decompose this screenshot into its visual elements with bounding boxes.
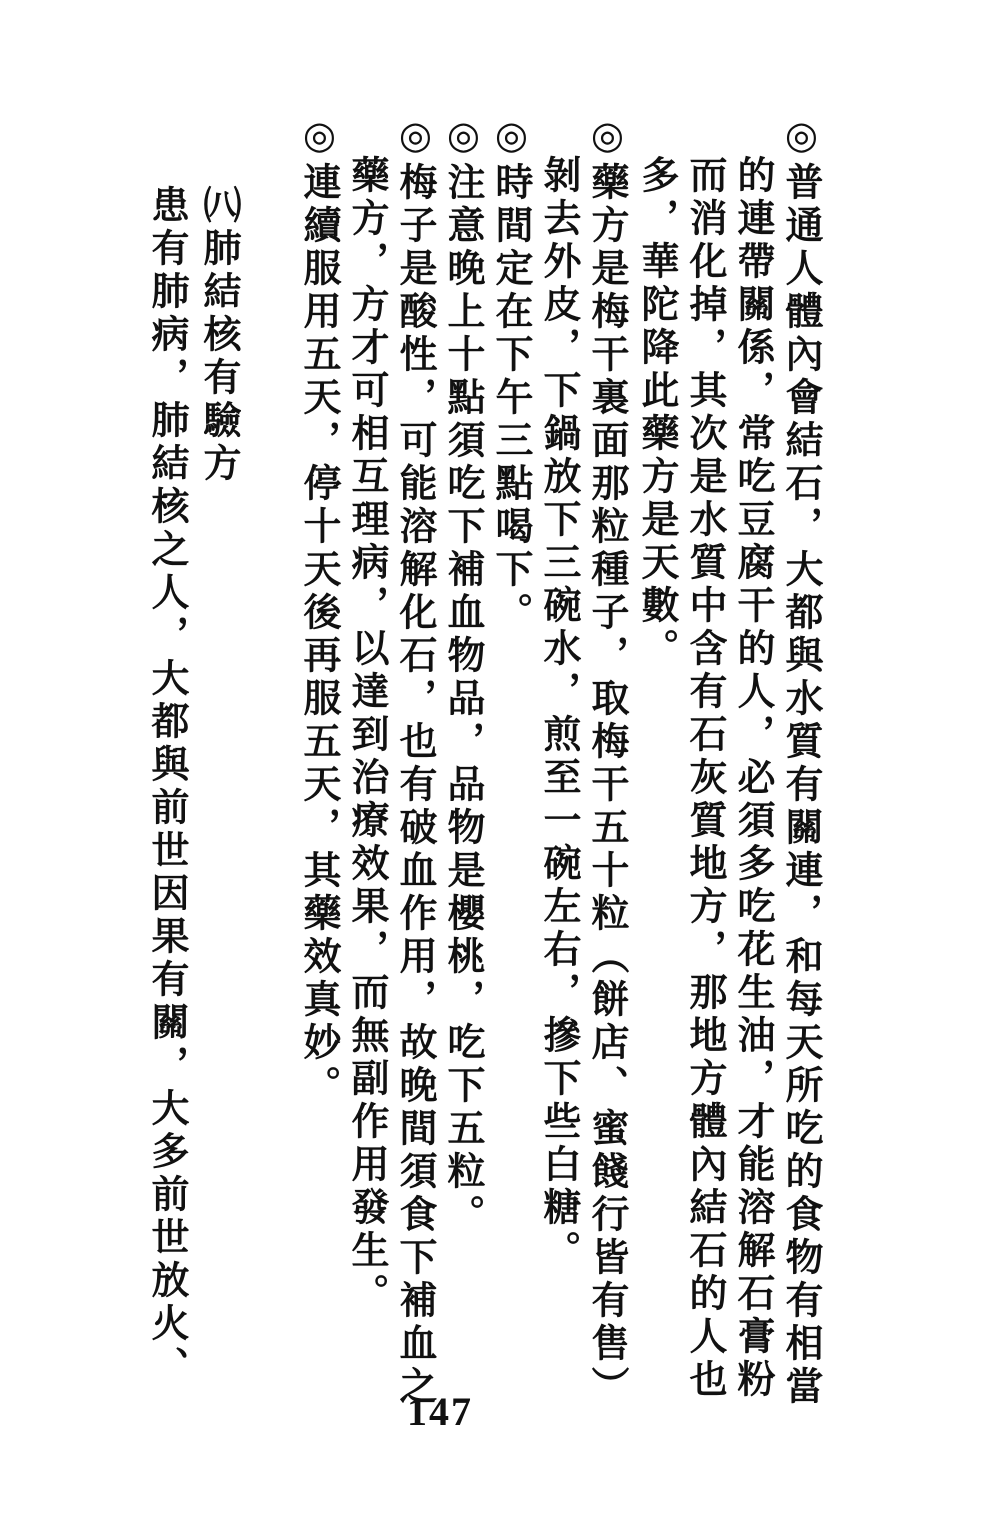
text-column-1: ◎普通人體內會結石，大都與水質有關連，和每天所吃的食物有相當 [779,112,824,1409]
text-column-5: ◎藥方是梅干裏面那粒種子，取梅干五十粒（餅店、蜜餞行皆有售） [585,112,630,1409]
text-column-2: 的連帶關係，常吃豆腐干的人，必須多吃花生油，才能溶解石膏粉 [731,155,776,1402]
text-column-11: ◎連續服用五天，停十天後再服五天，其藥效真妙。 [297,112,342,1108]
text-column-10: 藥方，方才可相互理病，以達到治療效果，而無副作用發生。 [345,155,390,1316]
section-heading: ㈧肺結核有驗方 [197,185,242,486]
text-column-9: ◎梅子是酸性，可能溶解化石，也有破血作用，故晚間須食下補血之 [393,112,438,1409]
text-column-3: 而消化掉，其次是水質中含有石灰質地方，那地方體內結石的人也 [683,155,728,1402]
text-column-13: 患有肺病，肺結核之人，大都與前世因果有關，大多前世放火、 [145,185,190,1389]
text-column-7: ◎時間定在下午三點喝下。 [489,112,534,635]
page-number: 147 [407,1389,473,1434]
text-column-6: 剝去外皮，下鍋放下三碗水，煎至一碗左右，摻下些白糖。 [537,155,582,1273]
text-column-4: 多，華陀降此藥方是天數。 [635,155,680,671]
text-column-8: ◎注意晚上十點須吃下補血物品，品物是櫻桃，吃下五粒。 [441,112,486,1237]
